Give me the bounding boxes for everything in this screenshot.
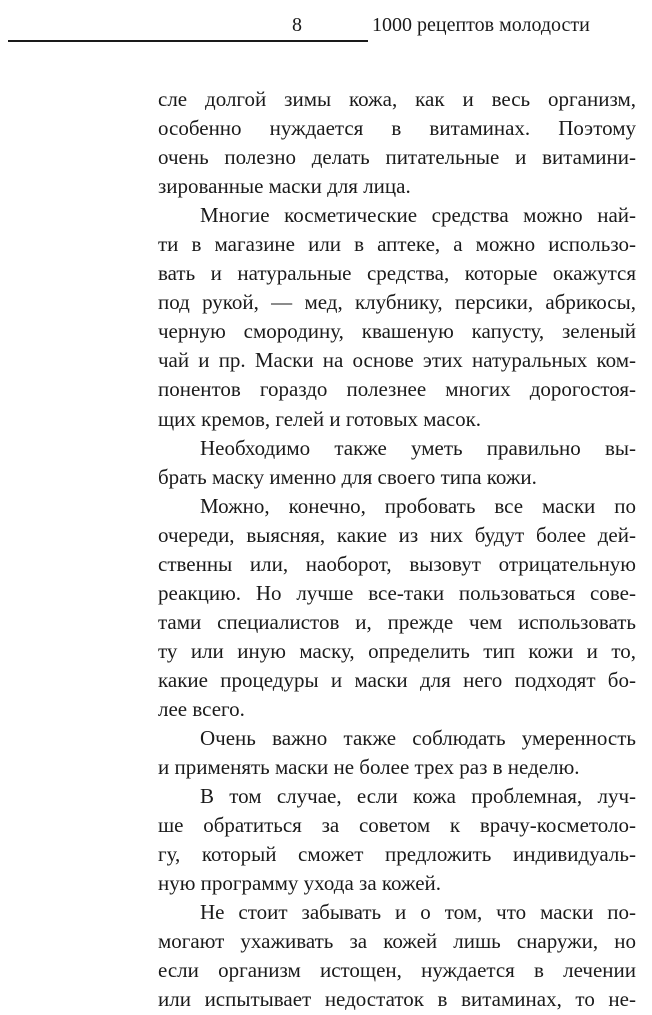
text-line: ту или иную маску, определить тип кожи и то, bbox=[158, 638, 636, 663]
running-title: 1000 рецептов молодости bbox=[372, 14, 590, 36]
text-line: лее всего. bbox=[158, 696, 245, 721]
text-line: сле долгой зимы кожа, как и весь организм, bbox=[158, 87, 636, 111]
text-line: ти в магазине или в аптеке, а можно использо- bbox=[158, 232, 636, 257]
text-line: особенно нуждается в витаминах. Поэтому bbox=[158, 116, 636, 141]
text-line: ную программу ухода за кожей. bbox=[158, 871, 442, 896]
text-line: Очень важно также соблюдать умеренность bbox=[200, 726, 636, 751]
text-line: очереди, выясняя, какие из них будут более дей- bbox=[158, 522, 636, 547]
text-line: могают ухаживать за кожей лишь снаружи, но bbox=[158, 929, 636, 954]
text-line: брать маску именно для своего типа кожи. bbox=[158, 464, 537, 489]
text-line: Многие косметические средства можно най- bbox=[200, 203, 636, 228]
text-line: под рукой, — мед, клубнику, персики, абрикосы, bbox=[158, 290, 636, 315]
text-line: зированные маски для лица. bbox=[158, 174, 411, 199]
text-line: Не стоит забывать и о том, что маски по- bbox=[200, 900, 636, 925]
text-line: Можно, конечно, пробовать все маски по bbox=[200, 493, 636, 518]
text-line: и применять маски не более трех раз в неделю. bbox=[158, 755, 580, 780]
text-line: щих кремов, гелей и готовых масок. bbox=[158, 406, 482, 431]
text-line: или испытывает недостаток в витаминах, то не- bbox=[158, 987, 636, 1012]
header-rule bbox=[8, 40, 368, 42]
text-line: В том случае, если кожа проблемная, луч- bbox=[200, 784, 636, 809]
page-header bbox=[0, 0, 652, 44]
text-line: очень полезно делать питательные и витамини- bbox=[158, 145, 636, 170]
text-line: если организм истощен, нуждается в лечении bbox=[158, 958, 636, 983]
text-line: черную смородину, квашеную капусту, зеленый bbox=[158, 319, 636, 344]
text-line: Необходимо также уметь правильно вы- bbox=[200, 435, 636, 460]
text-line: тами специалистов и, прежде чем использовать bbox=[158, 609, 636, 634]
page-number: 8 bbox=[292, 14, 302, 36]
text-line: чай и пр. Маски на основе этих натуральных ком- bbox=[158, 348, 636, 373]
body-text bbox=[158, 85, 636, 1015]
text-line: гу, который сможет предложить индивидуаль- bbox=[158, 842, 636, 867]
text-line: ше обратиться за советом к врачу-косметоло- bbox=[158, 813, 636, 838]
text-line: какие процедуры и маски для него подходят бо- bbox=[158, 667, 636, 692]
text-line: реакцию. Но лучше все-таки пользоваться сове- bbox=[158, 580, 636, 605]
text-line: понентов гораздо полезнее многих дорогостоя- bbox=[158, 377, 636, 402]
text-line: ственны или, наоборот, вызовут отрицательную bbox=[158, 551, 636, 576]
text-line: вать и натуральные средства, которые окажутся bbox=[158, 261, 636, 286]
